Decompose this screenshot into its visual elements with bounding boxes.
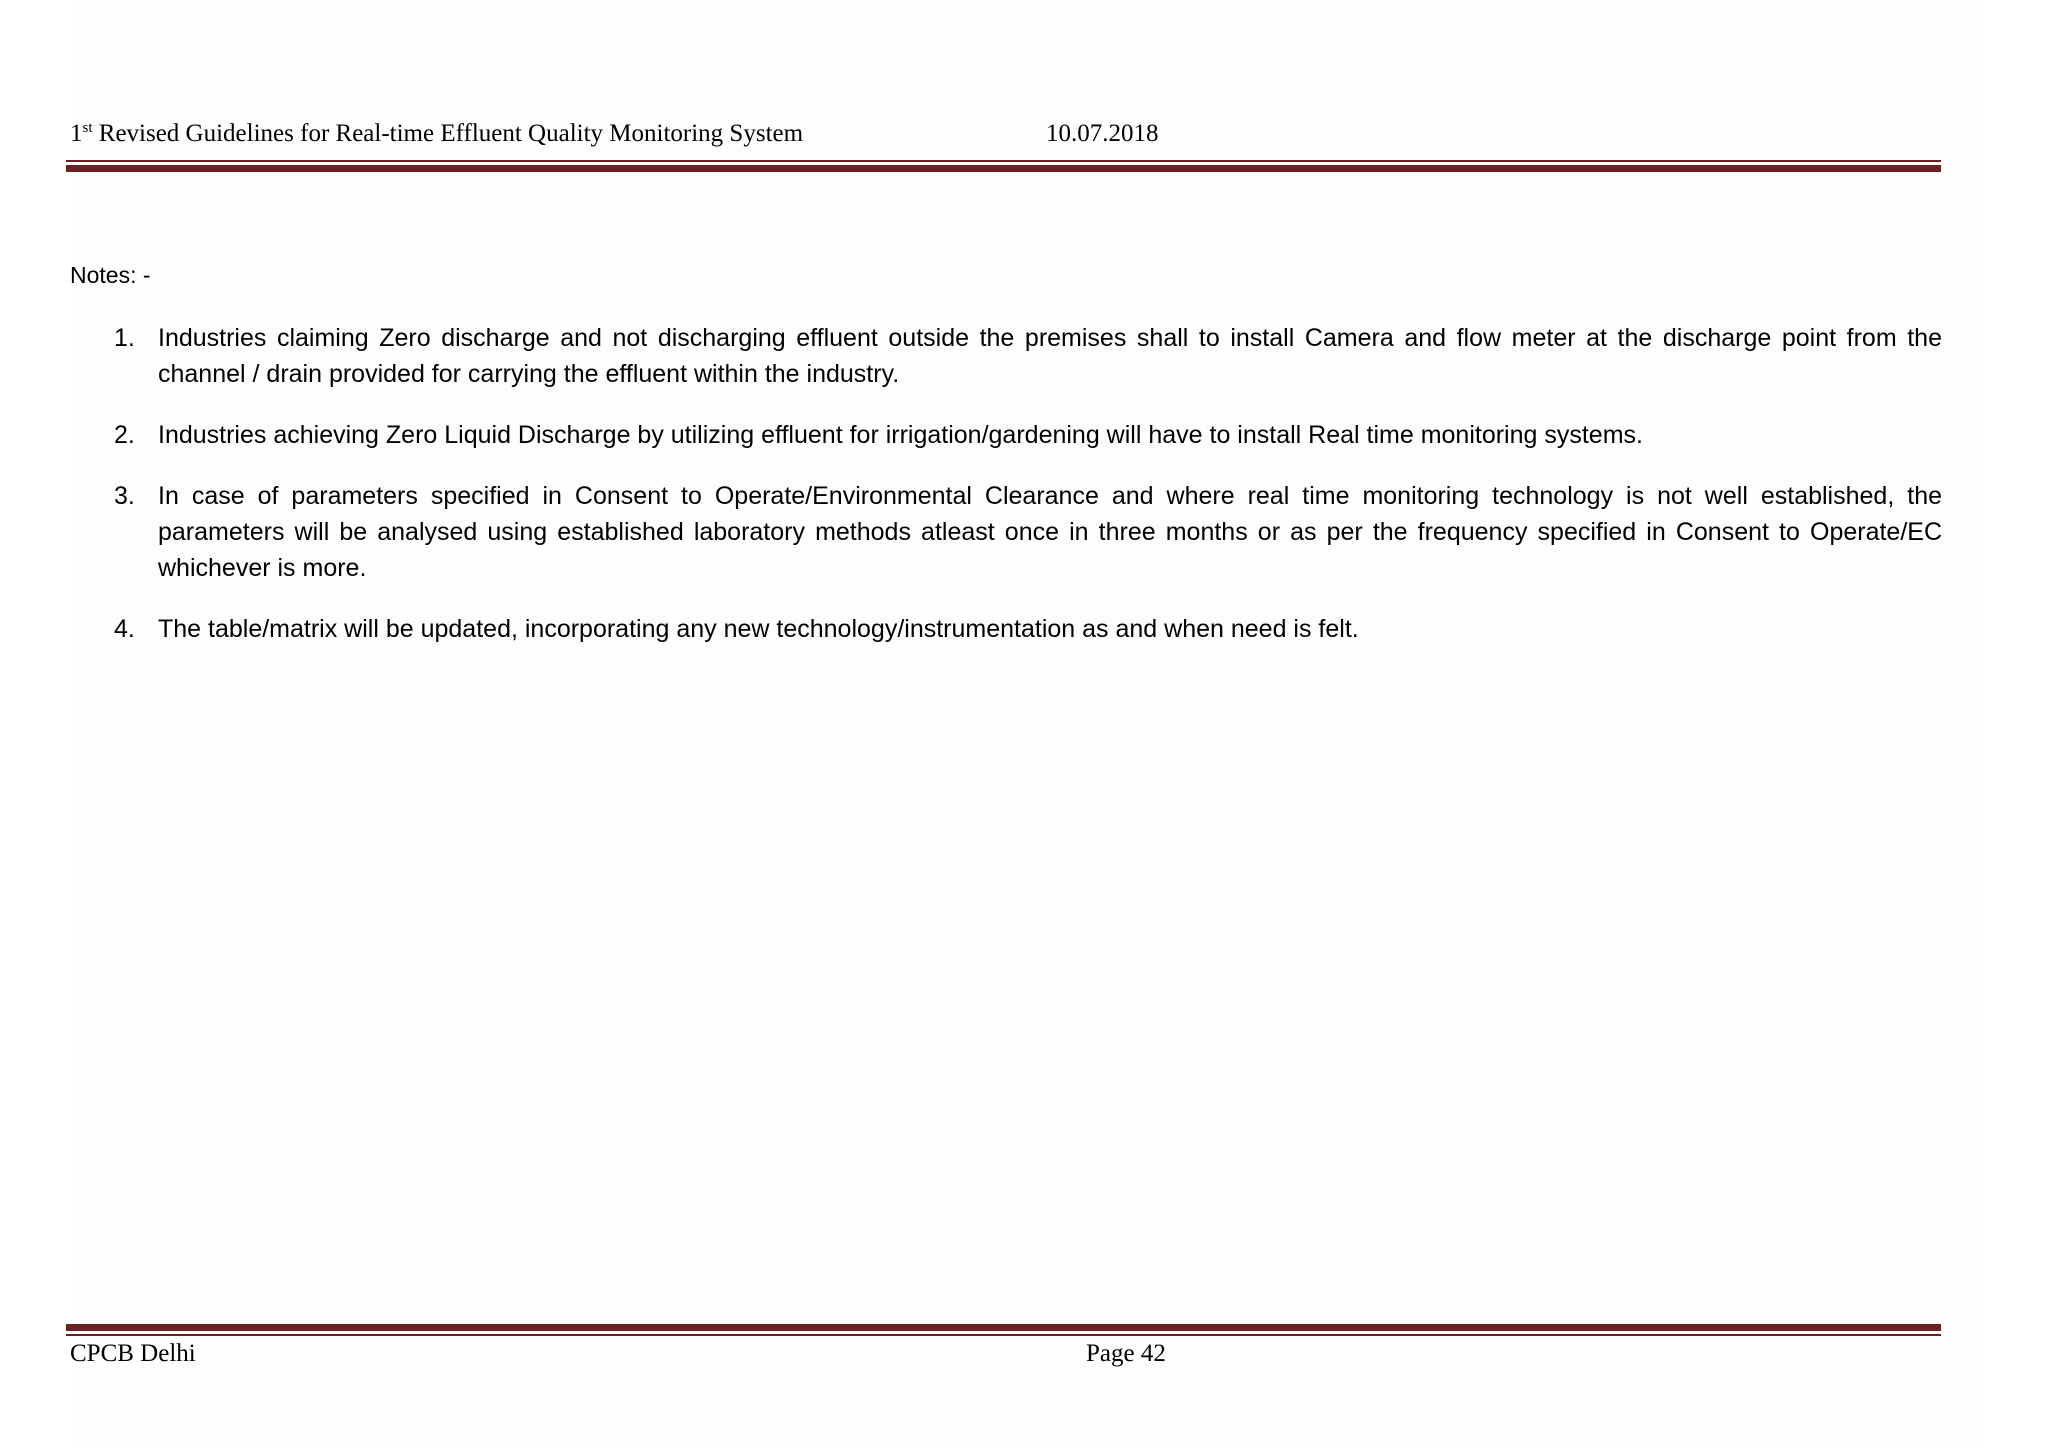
note-text: In case of parameters specified in Consent to Operate/Environmental Clearance and where real time monitoring technology is not well established, the parameters will be analysed using established laboratory methods atleast once in three months or as per the frequency specified in Consent to Operate/EC whichever is more. — [158, 482, 1942, 582]
header-title — [70, 120, 803, 148]
header-rule-thin-line — [66, 160, 1941, 162]
header-rule — [66, 160, 1941, 172]
note-number: 3. — [114, 482, 135, 510]
note-text: The table/matrix will be updated, incorporating any new technology/instrumentation as and when need is felt. — [158, 615, 1359, 643]
note-number: 2. — [114, 421, 135, 449]
header-rule-thick-line — [66, 165, 1941, 172]
footer-page-number: Page 42 — [1086, 1340, 1166, 1367]
notes-heading: Notes: - — [70, 262, 151, 288]
note-number: 4. — [114, 615, 135, 643]
note-text: Industries claiming Zero discharge and not discharging effluent outside the premises shall to install Camera and flow meter at the discharge point from the channel / drain provided for carrying the effluent within the industry. — [158, 324, 1942, 388]
note-number: 1. — [114, 324, 135, 352]
footer-rule-thin-line — [66, 1334, 1941, 1336]
page-background — [78, 0, 1978, 1448]
header-ordinal-number: 1 — [70, 120, 83, 147]
notes-list — [70, 320, 1942, 672]
header-ordinal-suffix: st — [82, 120, 93, 136]
note-item — [70, 611, 1942, 647]
note-item — [70, 320, 1942, 392]
header-date: 10.07.2018 — [1046, 120, 1159, 147]
note-item — [70, 417, 1942, 453]
footer-rule-thick-line — [66, 1324, 1941, 1331]
footer-organization: CPCB Delhi — [70, 1340, 196, 1367]
note-text: Industries achieving Zero Liquid Discharge by utilizing effluent for irrigation/gardening will have to install Real time monitoring systems. — [158, 421, 1643, 449]
header-title-text: Revised Guidelines for Real-time Effluent Quality Monitoring System — [92, 120, 804, 147]
footer-rule — [66, 1324, 1941, 1336]
note-item — [70, 478, 1942, 586]
